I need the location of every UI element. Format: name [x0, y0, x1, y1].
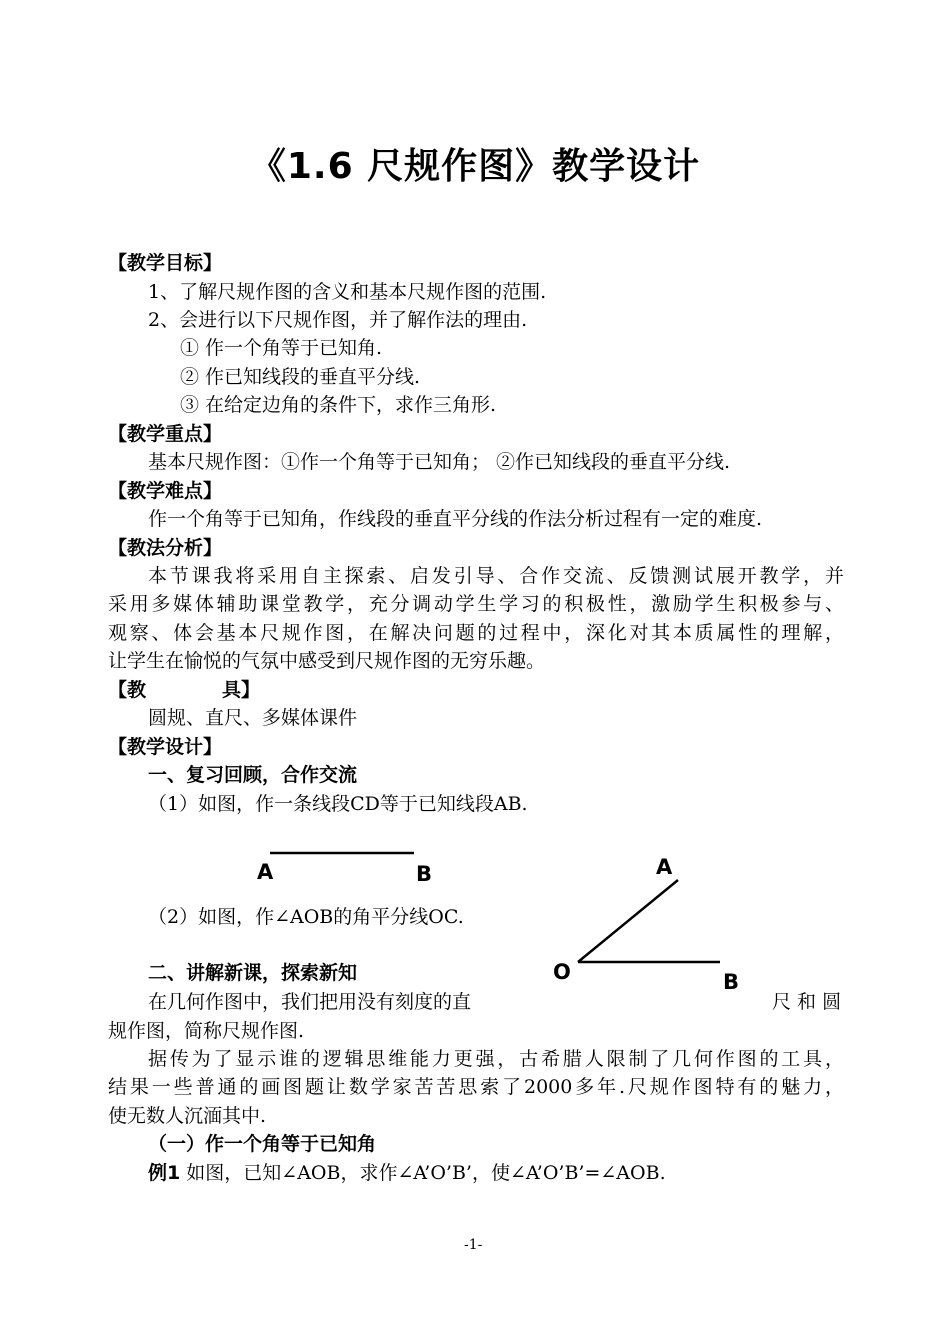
- tools-text: 圆规、直尺、多媒体课件: [148, 707, 358, 729]
- key-points-heading: 【教学重点】: [108, 423, 223, 445]
- method-line-1: 本节课我将采用自主探索、启发引导、合作交流、反馈测试展开教学，并: [148, 565, 844, 587]
- paragraph-1-line-1: 在几何作图中，我们把用没有刻度的直: [148, 991, 472, 1013]
- example-1: [148, 1158, 666, 1185]
- objective-item-2: 2、会进行以下尺规作图，并了解作法的理由.: [148, 309, 528, 331]
- difficulties-heading: 【教学难点】: [108, 480, 223, 502]
- difficulties-text: 作一个角等于已知角，作线段的垂直平分线的作法分析过程有一定的难度.: [148, 508, 763, 530]
- objective-subitem-3: ③ 在给定边角的条件下，求作三角形.: [180, 394, 497, 416]
- paragraph-2-line-1: 据传为了显示谁的逻辑思维能力更强，古希腊人限制了几何作图的工具，: [148, 1048, 844, 1070]
- page-number: -1-: [464, 1237, 483, 1253]
- page-title: 《1.6 尺规作图》教学设计: [249, 146, 701, 187]
- tools-heading-left: 【教: [108, 679, 147, 701]
- paragraph-2-line-3: 使无数人沉湎其中.: [108, 1105, 267, 1127]
- method-line-3: 观察、体会基本尺规作图，在解决问题的过程中，深化对其本质属性的理解，: [108, 622, 844, 644]
- paragraph-1-line-1-tail: 尺 和 圆: [772, 991, 842, 1013]
- method-line-2: 采用多媒体辅助课堂教学，充分调动学生学习的积极性，激励学生积极参与、: [108, 593, 844, 615]
- paragraph-1-line-2: 规作图，简称尺规作图.: [108, 1020, 305, 1042]
- part1-title: 一、复习回顾，合作交流: [148, 764, 358, 786]
- subsection-1-title: （一）作一个角等于已知角: [148, 1133, 377, 1155]
- objective-item-1: 1、了解尺规作图的含义和基本尺规作图的范围.: [148, 281, 547, 303]
- key-points-text: 基本尺规作图：①作一个角等于已知角； ②作已知线段的垂直平分线.: [148, 451, 731, 473]
- method-line-4: 让学生在愉悦的气氛中感受到尺规作图的无穷乐趣。: [108, 650, 546, 672]
- tools-heading-right: 具】: [222, 679, 261, 701]
- objective-subitem-1: ① 作一个角等于已知角.: [180, 337, 383, 359]
- part2-title: 二、讲解新课，探索新知: [148, 962, 358, 984]
- segment-label-a: A: [257, 860, 274, 884]
- angle-figure-frame: [545, 848, 750, 998]
- angle-label-o: O: [553, 960, 571, 984]
- example-1-text: 如图，已知∠AOB，求作∠A’O’B’，使∠A’O’B’=∠AOB.: [180, 1162, 666, 1184]
- objectives-heading: 【教学目标】: [108, 252, 223, 274]
- example-1-label: 例1: [148, 1162, 181, 1184]
- paragraph-2-line-2: 结果一些普通的画图题让数学家苦苦思索了2000多年.尺规作图特有的魅力，: [108, 1076, 844, 1098]
- objective-subitem-2: ② 作已知线段的垂直平分线.: [180, 366, 421, 388]
- angle-label-a: A: [656, 855, 673, 879]
- angle-label-b: B: [723, 970, 740, 994]
- segment-label-b: B: [416, 862, 433, 886]
- question-2: （2）如图，作∠AOB的角平分线OC.: [148, 906, 464, 928]
- question-1: （1）如图，作一条线段CD等于已知线段AB.: [148, 793, 528, 815]
- method-heading: 【教法分析】: [108, 537, 223, 559]
- design-heading: 【教学设计】: [108, 736, 223, 758]
